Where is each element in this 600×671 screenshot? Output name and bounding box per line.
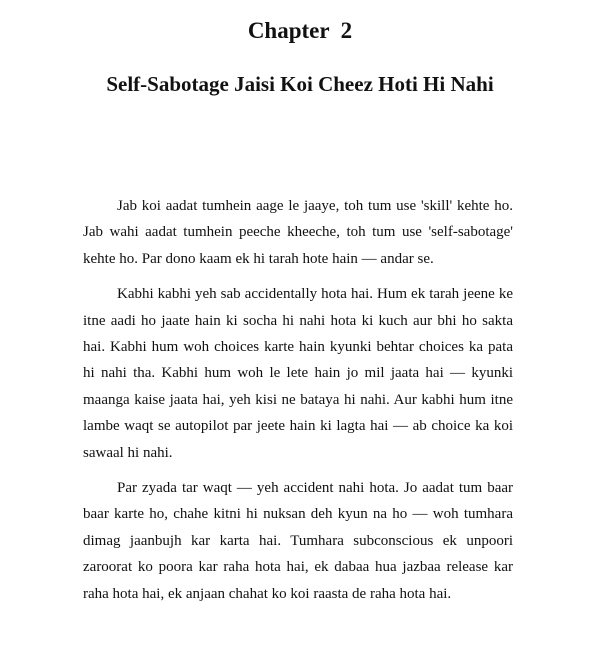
- chapter-number: Chapter 2: [247, 18, 353, 43]
- paragraph: Kabhi kabhi yeh sab accidentally hota hai. Hum ek tarah jeene ke itne aadi ho jaate hain ki socha hi nahi hota ki kuch aur bhi ho sakta hai. Kabhi hum woh choices karte hain kyunki behtar choices ka pata hi nahi tha. Kabhi hum woh le lete hain jo mil jaata hai — kyunki maanga kaise jaata hai, yeh kisi ne bataya hi nahi. Aur kabhi hum itne lambe waqt se autopilot par jeete hain ki lagta hai — ab choice ka koi sawaal hi nahi.: [83, 286, 513, 461]
- chapter-title: Self-Sabotage Jaisi Koi Cheez Hoti Hi Nahi: [106, 72, 494, 96]
- paragraph: Par zyada tar waqt — yeh accident nahi hota. Jo aadat tum baar baar karte ho, chahe kitni hi nuksan deh kyun na ho — woh tumhara dimag jaanbujh kar karta hai. Tumhara subconscious ek unpoori zaroorat ko poora kar raha hota hai, ek dabaa hua jazbaa release kar raha hota hai, ek anjaan chahat ko koi raasta de raha hota hai.: [83, 480, 513, 602]
- paragraph: Jab koi aadat tumhein aage le jaaye, toh tum use 'skill' kehte ho. Jab wahi aadat tumhein peeche kheeche, toh tum use 'self-sabotage' kehte ho. Par dono kaam ek hi tarah hote hain — andar se.: [83, 198, 513, 267]
- chapter-body: [83, 193, 513, 616]
